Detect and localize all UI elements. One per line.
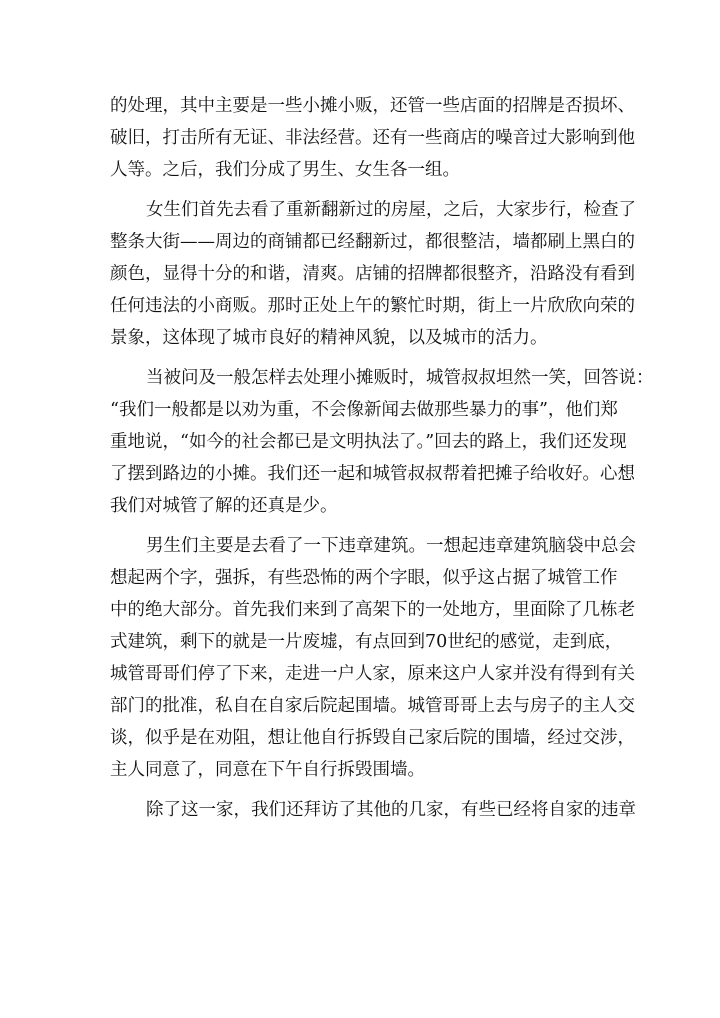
paragraph [110, 530, 636, 786]
paragraph [110, 794, 636, 826]
text-line: 城管哥哥们停了下来，走进一户人家，原来这户人家并没有得到有关 [110, 664, 635, 684]
text-line: “我们一般都是以劝为重，不会像新闻去做那些暴力的事”，他们郑 [110, 400, 618, 420]
text-line: 男生们主要是去看了一下违章建筑。一想起违章建筑脑袋中总会 [146, 536, 636, 556]
text-line: 想起两个字，强拆，有些恐怖的两个字眼，似乎这占据了城管工作 [110, 568, 618, 588]
text-line: 了摆到路边的小摊。我们还一起和城管叔叔帮着把摊子给收好。心想 [110, 464, 635, 484]
text-line: 景象，这体现了城市良好的精神风貌，以及城市的活力。 [110, 328, 548, 348]
text-line: 任何违法的小商贩。那时正处上午的繁忙时期，街上一片欣欣向荣的 [110, 296, 635, 316]
text-line: 整条大街——周边的商铺都已经翻新过，都很整洁，墙都刷上黑白的 [110, 232, 635, 252]
text-line: 中的绝大部分。首先我们来到了高架下的一处地方，里面除了几栋老 [110, 600, 635, 620]
text-line: 部门的批准，私自在自家后院起围墙。城管哥哥上去与房子的主人交 [110, 696, 635, 716]
text-line: 我们对城管了解的还真是少。 [110, 496, 338, 516]
text-line: 颜色，显得十分的和谐，清爽。店铺的招牌都很整齐，沿路没有看到 [110, 264, 635, 284]
text-line: 除了这一家，我们还拜访了其他的几家，有些已经将自家的违章 [146, 800, 636, 820]
paragraph [110, 362, 654, 522]
text-line: 人等。之后，我们分成了男生、女生各一组。 [110, 160, 460, 180]
text-line: 的处理，其中主要是一些小摊小贩，还管一些店面的招牌是否损坏、 [110, 96, 635, 116]
text-line: 重地说，“如今的社会都已是文明执法了。”回去的路上，我们还发现 [110, 432, 627, 452]
text-line: 式建筑，剩下的就是一片废墟，有点回到70世纪的感觉，走到底， [110, 632, 623, 652]
document-body [110, 90, 654, 826]
text-line: 谈，似乎是在劝阻，想让他自行拆毁自己家后院的围墙，经过交涉， [110, 728, 635, 748]
text-line: 当被问及一般怎样去处理小摊贩时，城管叔叔坦然一笑，回答说： [146, 368, 654, 388]
paragraph [110, 90, 635, 186]
text-line: 女生们首先去看了重新翻新过的房屋，之后，大家步行，检查了 [146, 200, 636, 220]
text-line: 主人同意了，同意在下午自行拆毁围墙。 [110, 760, 425, 780]
paragraph [110, 194, 636, 354]
text-line: 破旧，打击所有无证、非法经营。还有一些商店的噪音过大影响到他 [110, 128, 635, 148]
